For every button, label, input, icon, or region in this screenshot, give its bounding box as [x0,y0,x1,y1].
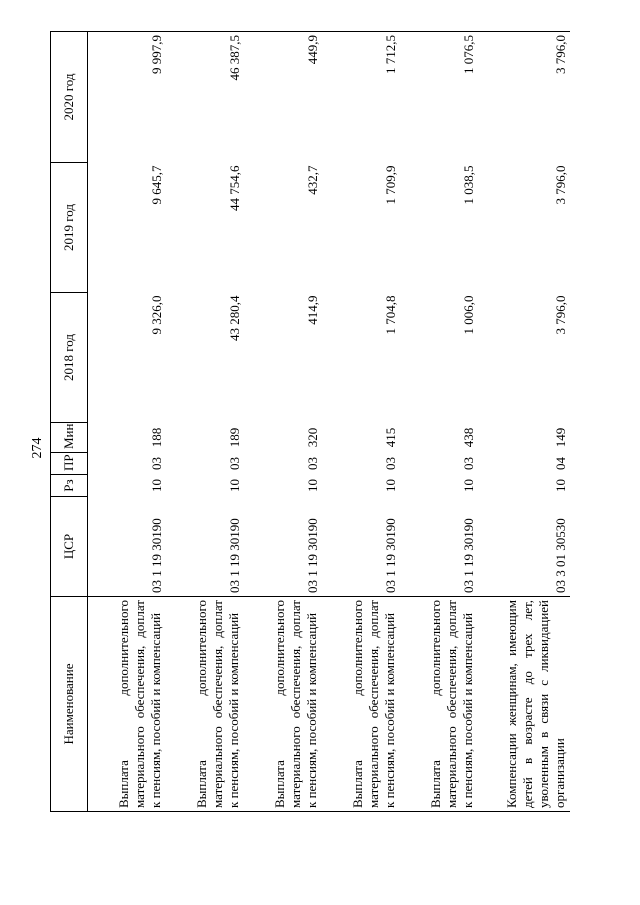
row-rz: 10 [383,479,398,492]
row-min: 189 [227,427,242,448]
row-2020: 3 796,0 [478,32,570,163]
row-rz: 10 [461,479,476,492]
row-name: Компенсации женщинам, имеющим детей в возрасте до трех лет, уволенным в связи с ликвидацией организации [478,597,570,812]
row-csr: 03 3 01 30530 [553,518,568,593]
table-row [478,32,570,812]
header-2018: 2018 год [51,293,88,423]
rotated-table-container [50,32,580,812]
table-row [244,32,322,812]
row-csr: 03 1 19 30190 [149,518,164,593]
table-row [88,32,167,812]
row-2018: 9 326,0 [149,295,164,335]
row-2019: 9 645,7 [149,165,164,205]
header-2019: 2019 год [51,163,88,293]
row-csr: 03 1 19 30190 [227,518,242,593]
page-number: 274 [30,437,45,459]
row-pr: 03 [227,457,242,470]
row-min: 188 [149,427,164,448]
row-2020: 1 076,5 [400,32,478,163]
row-2019: 1 709,9 [383,165,398,205]
row-2020: 449,9 [244,32,322,163]
budget-table [50,31,570,812]
row-2018: 1 006,0 [461,295,476,335]
row-name: Выплата дополнительного материального обеспечения, доплат к пенсиям, пособий и компенсаций [400,597,478,812]
header-rz: Рз [51,475,88,497]
row-2019: 432,7 [305,165,320,195]
row-csr: 03 1 19 30190 [305,518,320,593]
header-2020: 2020 год [51,32,88,163]
row-min: 438 [461,427,476,448]
table-row [400,32,478,812]
row-2019: 3 796,0 [553,165,568,205]
table-row [322,32,400,812]
row-name: Выплата дополнительного материального обеспечения, доплат к пенсиям, пособий и компенсаций [322,597,400,812]
row-pr: 03 [305,457,320,470]
row-2018: 3 796,0 [553,295,568,335]
row-2018: 414,9 [305,295,320,325]
row-2020: 9 997,9 [88,32,167,163]
header-min: Мин [51,423,88,453]
row-pr: 03 [461,457,476,470]
row-2019: 1 038,5 [461,165,476,205]
row-csr: 03 1 19 30190 [461,518,476,593]
row-2018: 43 280,4 [227,295,242,341]
row-rz: 10 [305,479,320,492]
row-name: Выплата дополнительного материального обеспечения, доплат к пенсиям, пособий и компенсаций [244,597,322,812]
row-2019: 44 754,6 [227,165,242,211]
row-min: 320 [305,427,320,448]
row-rz: 10 [553,479,568,492]
header-row [51,32,88,812]
table-row [166,32,244,812]
row-rz: 10 [149,479,164,492]
row-csr: 03 1 19 30190 [383,518,398,593]
row-pr: 04 [553,457,568,470]
row-pr: 03 [149,457,164,470]
header-csr: ЦСР [51,497,88,597]
row-name: Выплата дополнительного материального обеспечения, доплат к пенсиям, пособий и компенсаций [166,597,244,812]
row-2020: 46 387,5 [166,32,244,163]
row-min: 415 [383,427,398,448]
row-2018: 1 704,8 [383,295,398,335]
header-pr: ПР [51,453,88,475]
header-name: Наименование [51,597,88,812]
row-rz: 10 [227,479,242,492]
table-frame [50,32,580,812]
row-2020: 1 712,5 [322,32,400,163]
row-pr: 03 [383,457,398,470]
row-min: 149 [553,427,568,448]
row-name: Выплата дополнительного материального обеспечения, доплат к пенсиям, пособий и компенсаций [88,597,167,812]
